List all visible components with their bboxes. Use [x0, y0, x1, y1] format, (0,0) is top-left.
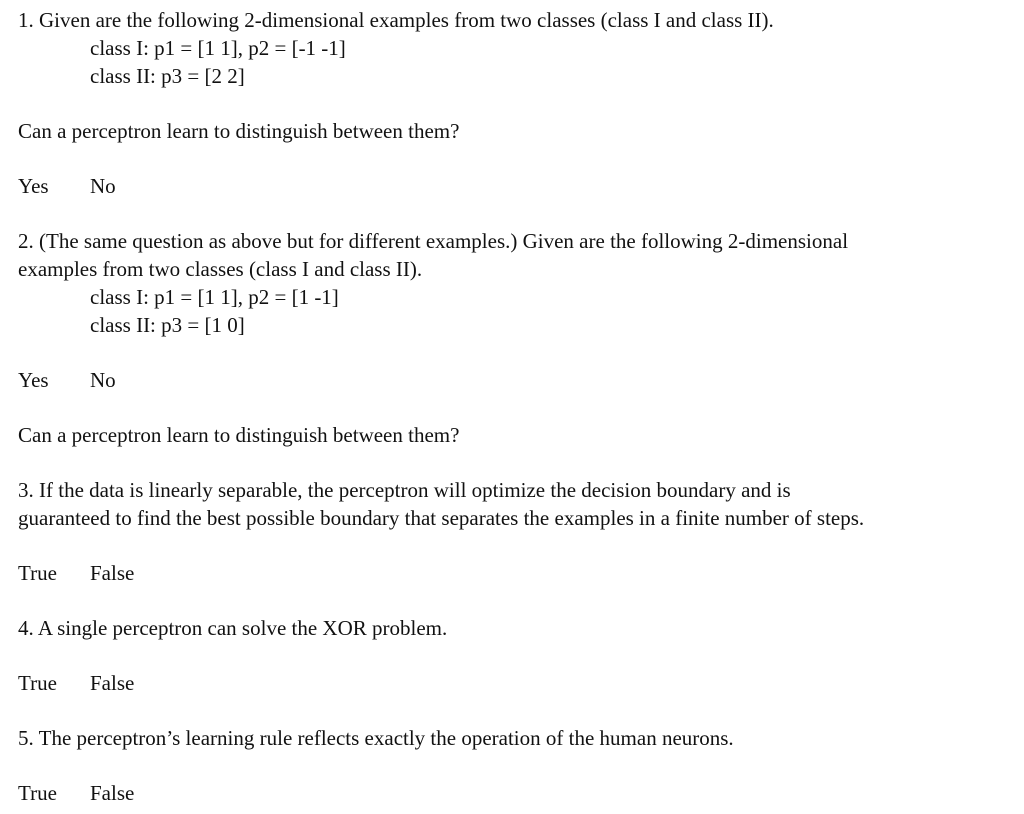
question-5-option-false[interactable]: False [90, 781, 135, 805]
question-4-option-false[interactable]: False [90, 671, 135, 695]
question-2-prompt: Can a perceptron learn to distinguish between them? [18, 423, 460, 447]
question-2-option-no[interactable]: No [90, 368, 116, 392]
question-1-option-yes[interactable]: Yes [18, 174, 49, 198]
question-3-text-line-2: guaranteed to find the best possible boundary that separates the examples in a finite number of steps. [18, 506, 865, 530]
question-2-option-yes[interactable]: Yes [18, 368, 49, 392]
question-2-class-1: class I: p1 = [1 1], p2 = [1 -1] [90, 285, 339, 309]
question-5-options [18, 779, 1008, 807]
question-1-class-1: class I: p1 = [1 1], p2 = [-1 -1] [90, 36, 346, 60]
question-1-text: 1. Given are the following 2-dimensional examples from two classes (class I and class II). [18, 8, 774, 32]
question-4-options [18, 669, 1008, 697]
question-4 [18, 614, 1008, 697]
question-2-class-2: class II: p3 = [1 0] [90, 313, 245, 337]
question-1 [18, 6, 1008, 200]
question-1-option-no[interactable]: No [90, 174, 116, 198]
quiz-document [18, 6, 1008, 807]
question-3-option-true[interactable]: True [18, 561, 57, 585]
question-2-text-line-1: 2. (The same question as above but for different examples.) Given are the following 2-dimensional [18, 229, 849, 253]
question-2 [18, 227, 1008, 449]
question-3-text-line-1: 3. If the data is linearly separable, the perceptron will optimize the decision boundary and is [18, 478, 791, 502]
question-2-text-line-2: examples from two classes (class I and class II). [18, 257, 423, 281]
question-2-options [18, 366, 1008, 394]
question-1-options [18, 172, 1008, 200]
question-5 [18, 724, 1008, 807]
question-3-option-false[interactable]: False [90, 561, 135, 585]
question-4-option-true[interactable]: True [18, 671, 57, 695]
question-5-text: 5. The perceptron’s learning rule reflects exactly the operation of the human neurons. [18, 726, 734, 750]
question-5-option-true[interactable]: True [18, 781, 57, 805]
question-3-options [18, 559, 1008, 587]
question-4-text: 4. A single perceptron can solve the XOR problem. [18, 616, 448, 640]
question-3 [18, 476, 1008, 587]
question-1-class-2: class II: p3 = [2 2] [90, 64, 245, 88]
question-1-prompt: Can a perceptron learn to distinguish between them? [18, 119, 460, 143]
